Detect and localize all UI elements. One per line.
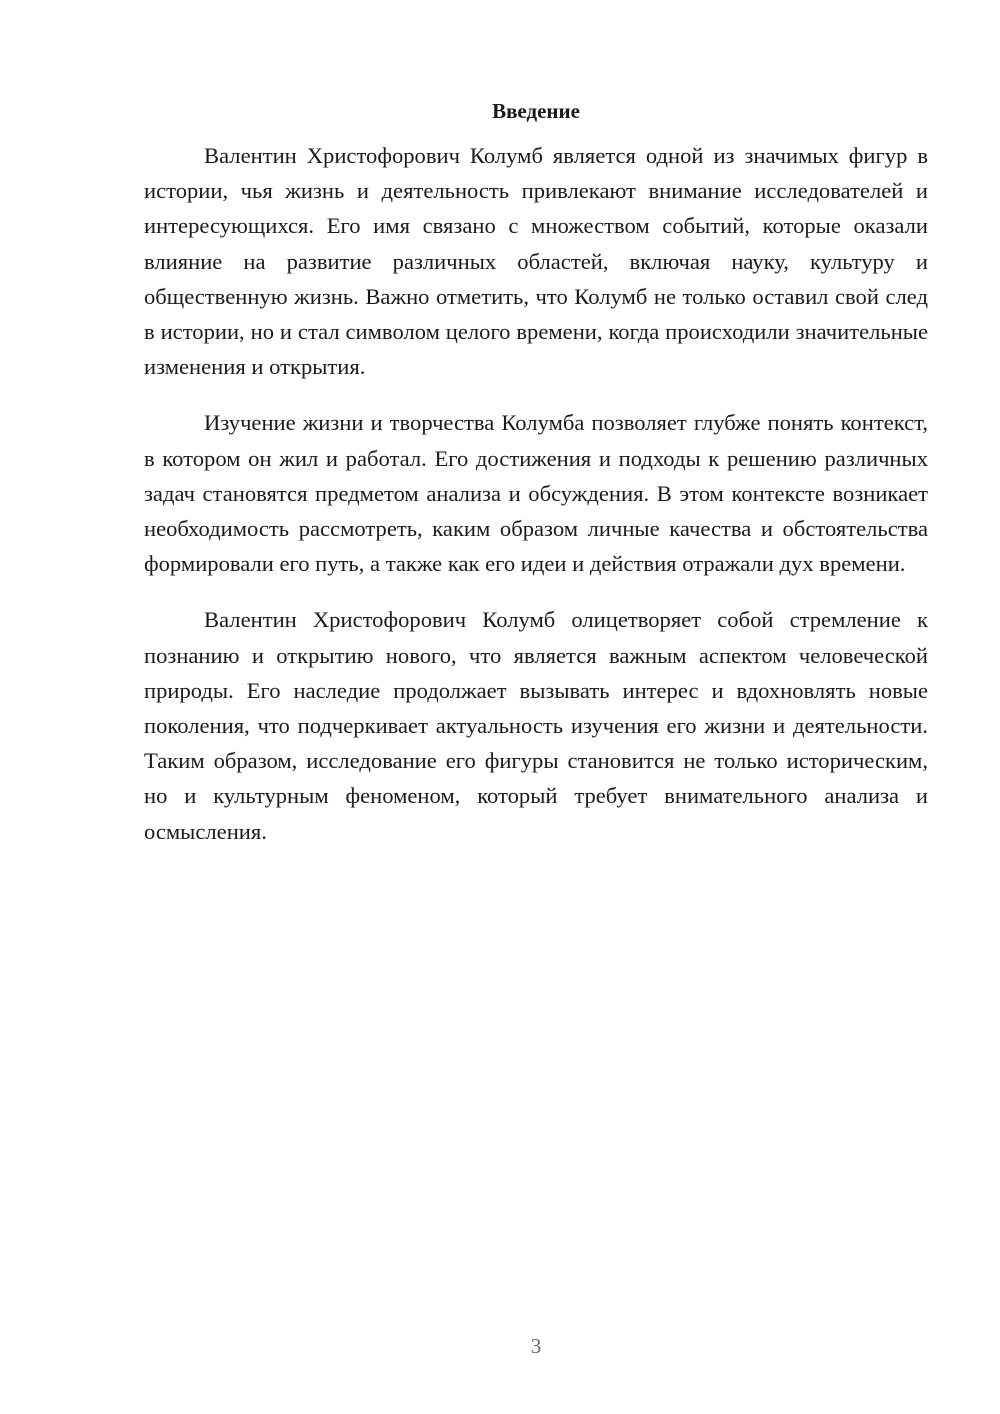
- paragraph-1: Валентин Христофорович Колумб является одной из значимых фигур в истории, чья жизнь и деятельность привлекают внимание исследователей и интересующихся. Его имя связано с множеством событий, которые оказали влияние на развитие различных областей, включая науку, культуру и общественную жизнь. Важно отметить, что Колумб не только оставил свой след в истории, но и стал символом целого времени, когда происходили значительные изменения и открытия.: [144, 143, 928, 380]
- section-heading: Введение: [492, 99, 580, 123]
- paragraph-3: Валентин Христофорович Колумб олицетворяет собой стремление к познанию и открытию нового, что является важным аспектом человеческой природы. Его наследие продолжает вызывать интерес и вдохновлять новые поколения, что подчеркивает актуальность изучения его жизни и деятельности. Таким образом, исследование его фигуры становится не только историческим, но и культурным феноменом, который требует внимательного анализа и осмысления.: [144, 607, 928, 844]
- page-content: [144, 96, 928, 870]
- page-number: 3: [530, 1334, 542, 1358]
- paragraph-2: Изучение жизни и творчества Колумба позволяет глубже понять контекст, в котором он жил и работал. Его достижения и подходы к решению различных задач становятся предметом анализа и обсуждения. В этом контексте возникает необходимость рассмотреть, каким образом личные качества и обстоятельства формировали его путь, а также как его идеи и действия отражали дух времени.: [144, 410, 928, 577]
